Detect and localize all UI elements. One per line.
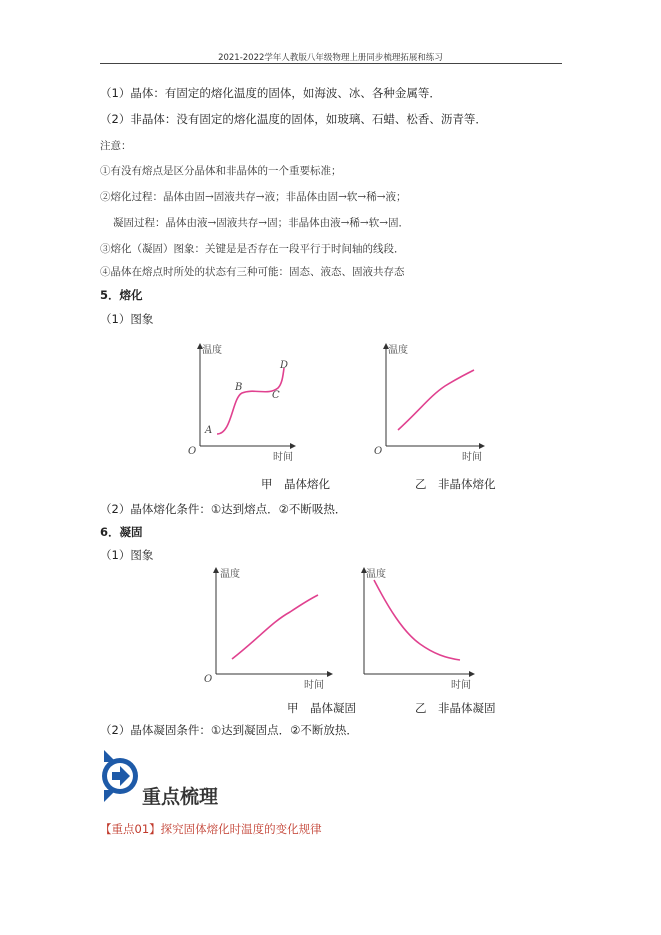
origin-label: O	[204, 674, 213, 685]
point-c-label: C	[272, 390, 280, 401]
section6-sub2: （2）晶体凝固条件：①达到凝固点．②不断放热．	[100, 723, 358, 737]
chart-noncrystal-melting	[370, 338, 490, 468]
y-axis-label: 温度	[220, 569, 240, 580]
crystal-definition: （1）晶体：有固定的熔化温度的固体，如海波、冰、各种金属等．	[100, 86, 441, 100]
note-item: ②熔化过程：晶体由固→固液共存→液；非晶体由固→软→稀→液；	[100, 191, 407, 203]
y-axis-label: 温度	[366, 569, 386, 580]
section5-sub2: （2）晶体熔化条件：①达到熔点．②不断吸热．	[100, 502, 347, 516]
arrow-badge-icon	[98, 750, 140, 802]
noncrystal-definition: （2）非晶体：没有固定的熔化温度的固体，如玻璃、石蜡、松香、沥青等．	[100, 112, 487, 126]
caption-noncrystal-solidification: 乙 非晶体凝固	[415, 701, 496, 715]
page-header: 2021-2022学年人教版八年级物理上册同步梳理拓展和练习	[218, 53, 443, 63]
point-a-label: A	[205, 425, 213, 436]
chart-noncrystal-solidification	[348, 562, 478, 692]
origin-label: O	[374, 446, 383, 457]
x-axis-label: 时间	[462, 452, 482, 463]
section6-title: 6．凝固	[100, 525, 143, 539]
y-axis-label: 温度	[202, 345, 222, 356]
crystal-melting-curve	[217, 368, 284, 434]
notes-title: 注意：	[100, 140, 132, 152]
point-b-label: B	[235, 382, 243, 393]
section6-sub1: （1）图象	[100, 548, 154, 562]
point-d-label: D	[280, 360, 289, 371]
header-divider	[100, 63, 562, 64]
chart-crystal-melting	[180, 338, 300, 468]
note-item: ④晶体在熔点时所处的状态有三种可能：固态、液态、固液共存态	[100, 266, 405, 278]
section5-title: 5．熔化	[100, 288, 143, 302]
x-axis-label: 时间	[273, 452, 293, 463]
note-item: ③熔化（凝固）图象：关键是是否存在一段平行于时间轴的线段．	[100, 243, 405, 255]
noncrystal-melting-curve	[398, 370, 474, 430]
key-point-01: 【重点01】探究固体熔化时温度的变化规律	[100, 822, 322, 836]
caption-noncrystal-melting: 乙 非晶体熔化	[415, 477, 496, 491]
chart-crystal-solidification	[200, 562, 340, 692]
noncrystal-solidification-curve	[374, 580, 460, 660]
section-title-key-points: 重点梳理	[142, 786, 219, 808]
y-axis-label: 温度	[388, 345, 408, 356]
origin-label: O	[188, 446, 197, 457]
note-item: 凝固过程：晶体由液→固液共存→固；非晶体由液→稀→软→固．	[113, 217, 409, 229]
section5-sub1: （1）图象	[100, 312, 154, 326]
caption-crystal-melting: 甲 晶体熔化	[261, 477, 330, 491]
note-item: ①有没有熔点是区分晶体和非晶体的一个重要标准；	[100, 165, 342, 177]
x-axis-label: 时间	[451, 680, 471, 691]
x-axis-label: 时间	[304, 680, 324, 691]
caption-crystal-solidification: 甲 晶体凝固	[287, 701, 356, 715]
crystal-solidification-curve	[232, 595, 318, 659]
